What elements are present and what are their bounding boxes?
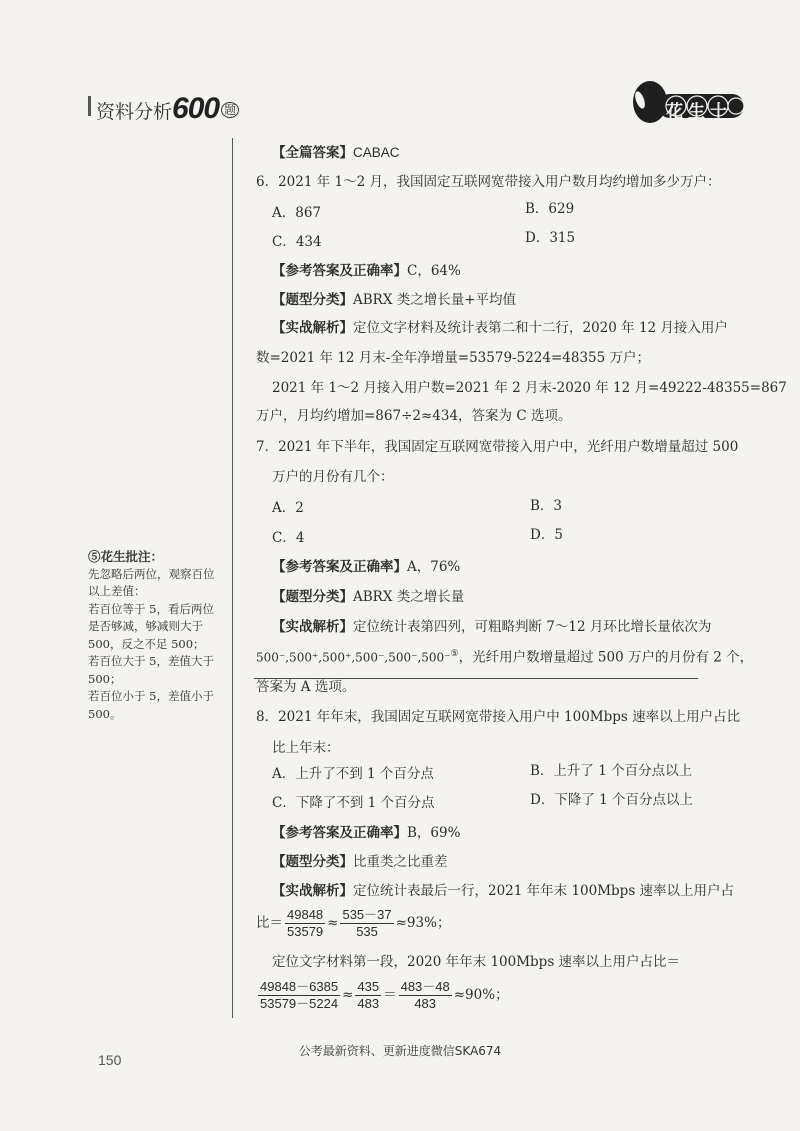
q7-analysis-line-3: 答案为 A 选项。 [256, 679, 356, 695]
sidebar-annotation-line: 500。 [88, 706, 122, 721]
sidebar-annotation-line: 500； [88, 671, 122, 686]
q6-type-value: ABRX 类之增长量+平均值 [353, 292, 517, 308]
q8-formula-2020 [256, 978, 509, 1012]
q8-formula-2021-prefix: 比＝ [256, 915, 283, 931]
fraction-2021-a [285, 907, 325, 940]
q7-analysis-text-2: ，光纤用户数增量超过 500 万户的月份有 2 个， [458, 649, 754, 666]
sidebar-annotation-line: 若百位等于 5，看后两位 [88, 601, 214, 616]
full-answer-label: 【全篇答案】 [272, 145, 353, 161]
header-divider [88, 96, 91, 116]
q6-analysis-text-1: 定位文字材料及统计表第二和十二行，2020 年 12 月接入用户 [353, 320, 728, 336]
q8-analysis-text-1: 定位统计表最后一行，2021 年年末 100Mbps 速率以上用户占 [353, 883, 735, 899]
full-answer-value: CABAC [353, 145, 400, 160]
q8-question-line-2: 比上年末： [272, 740, 340, 756]
q8-option-c: C．下降了不到 1 个百分点 [272, 795, 435, 811]
q7-option-a: A．2 [272, 500, 304, 516]
q8-answer-value: B，69% [407, 825, 461, 841]
sidebar-annotation-title: ⑤花生批注： [88, 549, 164, 564]
q7-annotation-ref: ⑤ [450, 649, 459, 659]
margin-divider [232, 138, 233, 1018]
q7-question-line-2: 万户的月份有几个： [272, 469, 394, 485]
sidebar-annotation-line: 若百位小于 5，差值小于 [88, 689, 214, 703]
q7-answer [272, 561, 460, 575]
approx-sign: ≈ [327, 915, 339, 931]
q7-analysis-label: 【实战解析】 [272, 619, 353, 635]
q6-analysis-line-3: 2021 年 1～2 月接入用户数=2021 年 2 月末-2020 年 12 月=49222-48355=867 [272, 380, 787, 396]
full-answer [272, 146, 400, 161]
equals-sign: ＝ [383, 987, 397, 1003]
sidebar-annotation-line: 是否够减，够减则大于 [88, 619, 203, 633]
q8-type [272, 856, 448, 870]
q7-option-d: D．5 [530, 527, 563, 543]
q6-analysis-line-1 [272, 322, 728, 336]
q7-question-line-1: 7．2021 年下半年，我国固定互联网宽带接入用户中，光纤用户数增量超过 500 [256, 439, 739, 455]
q8-analysis-line-2: 定位文字材料第一段，2020 年年末 100Mbps 速率以上用户占比＝ [272, 954, 681, 970]
q7-type [272, 591, 464, 605]
fraction-numerator: 49848 [287, 907, 324, 922]
q8-formula-2020-result: ≈90%； [453, 987, 509, 1003]
fraction-denominator: 535 [356, 924, 378, 939]
q6-question: 6．2021 年 1～2 月，我国固定互联网宽带接入用户数月均约增加多少万户： [256, 174, 721, 190]
peanut-logo [628, 74, 748, 147]
q8-formula-2021-result: ≈93%； [395, 915, 451, 931]
q8-question-line-1: 8．2021 年年末，我国固定互联网宽带接入用户中 100Mbps 速率以上用户占比 [256, 709, 741, 725]
q6-analysis-line-4: 万户，月均约增加=867÷2≈434，答案为 C 选项。 [256, 408, 572, 424]
q6-answer-value: C，64% [407, 263, 461, 279]
q8-option-a: A．上升了不到 1 个百分点 [272, 766, 434, 782]
q7-answer-value: A，76% [407, 559, 461, 575]
q8-type-value: 比重类之比重差 [353, 854, 448, 870]
q8-option-b: B．上升了 1 个百分点以上 [530, 763, 693, 779]
q7-option-b: B．3 [530, 498, 563, 514]
q7-answer-label: 【参考答案及正确率】 [272, 559, 407, 575]
q7-option-c: C．4 [272, 530, 305, 546]
q7-type-value: ABRX 类之增长量 [353, 589, 465, 605]
page-number: 150 [98, 1052, 122, 1068]
fraction-2020-b [355, 979, 381, 1012]
q8-type-label: 【题型分类】 [272, 854, 353, 870]
peanut-logo-text: 花生十三 [666, 102, 732, 147]
q6-option-d: D．315 [525, 230, 576, 246]
q8-answer-label: 【参考答案及正确率】 [272, 825, 407, 841]
q6-option-c: C．434 [272, 234, 322, 250]
q7-analysis-line-1 [272, 621, 711, 635]
q6-answer [272, 265, 461, 279]
fraction-denominator: 483 [357, 996, 380, 1011]
q8-formula-2021 [256, 906, 450, 940]
fraction-numerator: 435 [357, 979, 380, 994]
approx-sign: ≈ [342, 987, 354, 1003]
sidebar-annotation-line: 先忽略后两位，观察百位 [88, 566, 215, 581]
q6-analysis-line-2: 数=2021 年 12 月末-全年净增量=53579-5224=48355 万户； [256, 350, 651, 366]
sidebar-annotation [88, 548, 228, 723]
q8-analysis-line-1 [272, 885, 734, 899]
sidebar-annotation-line: 500，反之不足 500； [88, 636, 205, 651]
book-title [96, 92, 239, 126]
q6-type [272, 294, 516, 308]
q8-option-d: D．下降了 1 个百分点以上 [530, 792, 693, 808]
fraction-denominator: 53579 [287, 924, 324, 939]
fraction-2020-c [399, 979, 452, 1012]
q7-type-label: 【题型分类】 [272, 589, 353, 605]
book-title-number: 600 [172, 92, 220, 125]
fraction-2021-b [340, 907, 393, 940]
book-title-prefix: 资料分析 [96, 102, 173, 123]
sidebar-annotation-line: 若百位大于 5，差值大于 [88, 654, 214, 668]
fraction-numerator: 535－37 [342, 907, 392, 922]
fraction-denominator: 483 [414, 996, 437, 1011]
q6-answer-label: 【参考答案及正确率】 [272, 263, 407, 279]
fraction-numerator: 483－48 [400, 979, 450, 994]
q8-answer [272, 827, 460, 841]
q6-option-b: B．629 [525, 201, 575, 217]
q7-analysis-text-1: 定位统计表第四列，可粗略判断 7～12 月环比增长量依次为 [353, 619, 712, 635]
q6-type-label: 【题型分类】 [272, 292, 353, 308]
fraction-numerator: 49848－6385 [260, 979, 339, 994]
q8-analysis-label: 【实战解析】 [272, 883, 353, 899]
q6-option-a: A．867 [272, 205, 322, 221]
fraction-2020-a [258, 979, 340, 1012]
q6-analysis-label: 【实战解析】 [272, 320, 353, 336]
book-title-suffix: 题 [221, 102, 239, 118]
q7-month-marks: 500⁻,500⁺,500⁺,500⁻,500⁻,500⁻ [256, 650, 451, 665]
sidebar-annotation-line: 以上差值： [88, 584, 146, 598]
fraction-denominator: 53579－5224 [260, 996, 339, 1011]
q7-analysis-line-2 [256, 650, 753, 665]
footer-note: 公考最新资料、更新进度微信SKA674 [298, 1044, 502, 1058]
